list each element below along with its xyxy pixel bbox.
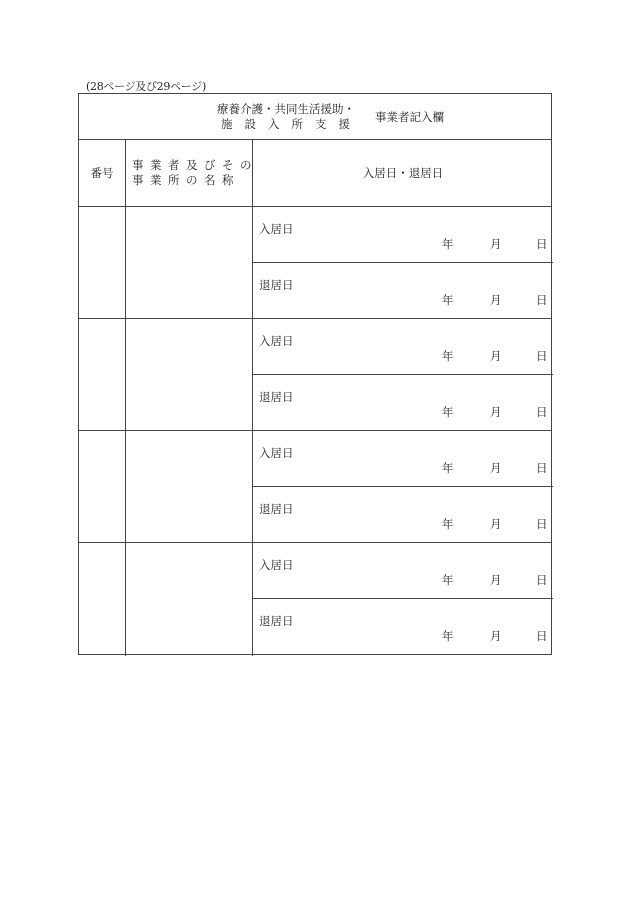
day-unit: 日 <box>536 629 548 643</box>
month-unit: 月 <box>490 349 502 363</box>
divider <box>79 542 551 543</box>
divider <box>252 374 553 375</box>
year-unit: 年 <box>442 293 454 307</box>
form-title <box>79 94 551 139</box>
move-in-label: 入居日 <box>259 222 294 236</box>
day-unit: 日 <box>536 293 548 307</box>
move-in-move-out-form <box>78 93 552 655</box>
year-unit: 年 <box>442 349 454 363</box>
service-type-title <box>217 102 371 132</box>
title-line-2: 施設入所支援 <box>221 117 362 131</box>
day-unit: 日 <box>536 461 548 475</box>
divider <box>252 486 553 487</box>
header-name-line-2: 事業所の名称 <box>132 173 240 187</box>
move-in-label: 入居日 <box>259 558 294 572</box>
header-name-line-1: 事業者及びその <box>132 158 258 172</box>
divider <box>79 318 551 319</box>
month-unit: 月 <box>490 517 502 531</box>
column-divider <box>252 139 253 656</box>
divider <box>79 430 551 431</box>
month-unit: 月 <box>490 293 502 307</box>
day-unit: 日 <box>536 517 548 531</box>
move-in-label: 入居日 <box>259 334 294 348</box>
title-line-1: 療養介護・共同生活援助・ <box>217 102 355 116</box>
divider <box>252 598 553 599</box>
year-unit: 年 <box>442 517 454 531</box>
divider <box>252 262 553 263</box>
move-in-label: 入居日 <box>259 446 294 460</box>
year-unit: 年 <box>442 573 454 587</box>
month-unit: 月 <box>490 573 502 587</box>
header-dates: 入居日・退居日 <box>362 166 444 180</box>
day-unit: 日 <box>536 237 548 251</box>
year-unit: 年 <box>442 405 454 419</box>
year-unit: 年 <box>442 629 454 643</box>
column-divider <box>125 139 126 656</box>
month-unit: 月 <box>490 405 502 419</box>
month-unit: 月 <box>490 461 502 475</box>
year-unit: 年 <box>442 461 454 475</box>
header-number: 番号 <box>90 166 114 180</box>
month-unit: 月 <box>490 237 502 251</box>
move-out-label: 退居日 <box>259 390 294 404</box>
day-unit: 日 <box>536 573 548 587</box>
divider <box>79 206 551 207</box>
page-reference: (28ページ及び29ページ) <box>86 80 206 93</box>
move-out-label: 退居日 <box>259 502 294 516</box>
day-unit: 日 <box>536 405 548 419</box>
move-out-label: 退居日 <box>259 278 294 292</box>
move-out-label: 退居日 <box>259 614 294 628</box>
month-unit: 月 <box>490 629 502 643</box>
provider-entry-label: 事業者記入欄 <box>375 110 444 124</box>
day-unit: 日 <box>536 349 548 363</box>
header-provider-name <box>126 140 258 206</box>
year-unit: 年 <box>442 237 454 251</box>
